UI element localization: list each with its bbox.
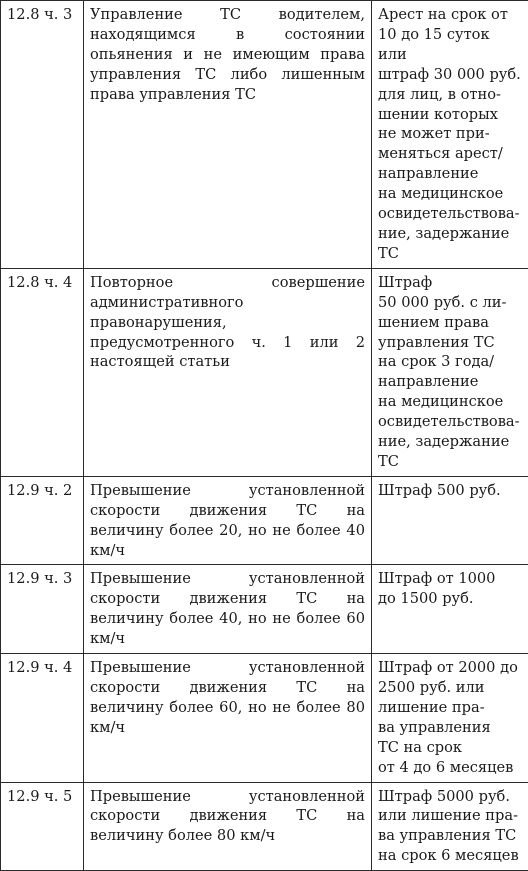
penalty-cell: Штраф от 2000 до 2500 руб. или лишение пра- ва управления ТС на срок от 4 до 6 месяцев	[372, 654, 528, 782]
penalty-cell: Штраф 50 000 руб. с ли- шением права управления ТС на срок 3 года/ направление на медицинское освидетельствова- ние, задержание ТС	[372, 268, 528, 476]
article-number-cell: 12.8 ч. 4	[1, 268, 84, 476]
violation-description-cell: Превышение установленной скорости движения ТС на величину более 60, но не более 80 км/ч	[84, 654, 372, 782]
violation-description-cell: Повторное совершение административного правонарушения, предусмотренного ч. 1 или 2 настоящей статьи	[84, 268, 372, 476]
violation-description-cell: Превышение установленной скорости движения ТС на величину более 20, но не более 40 км/ч	[84, 476, 372, 565]
article-number-cell: 12.9 ч. 4	[1, 654, 84, 782]
table-row	[1, 654, 528, 782]
violation-description-cell: Превышение установленной скорости движения ТС на величину более 80 км/ч	[84, 782, 372, 871]
table-row	[1, 565, 528, 654]
violation-description-cell: Превышение установленной скорости движения ТС на величину более 40, но не более 60 км/ч	[84, 565, 372, 654]
table-row	[1, 476, 528, 565]
violation-description-cell: Управление ТС водителем, находящимся в состоянии опьянения и не имеющим права управления ТС либо лишенным права управления ТС	[84, 1, 372, 269]
article-number-cell: 12.9 ч. 2	[1, 476, 84, 565]
penalty-cell: Штраф от 1000 до 1500 руб.	[372, 565, 528, 654]
table-row	[1, 782, 528, 871]
article-number-cell: 12.8 ч. 3	[1, 1, 84, 269]
table-row	[1, 268, 528, 476]
penalty-cell: Штраф 500 руб.	[372, 476, 528, 565]
article-number-cell: 12.9 ч. 3	[1, 565, 84, 654]
penalty-cell: Арест на срок от 10 до 15 суток или штраф 30 000 руб. для лиц, в отно- шении которых не может при- меняться арест/ направление на медицинское освидетельствова- ние, задержание ТС	[372, 1, 528, 269]
penalty-cell: Штраф 5000 руб. или лишение пра- ва управления ТС на срок 6 месяцев	[372, 782, 528, 871]
article-number-cell: 12.9 ч. 5	[1, 782, 84, 871]
table-row	[1, 1, 528, 269]
